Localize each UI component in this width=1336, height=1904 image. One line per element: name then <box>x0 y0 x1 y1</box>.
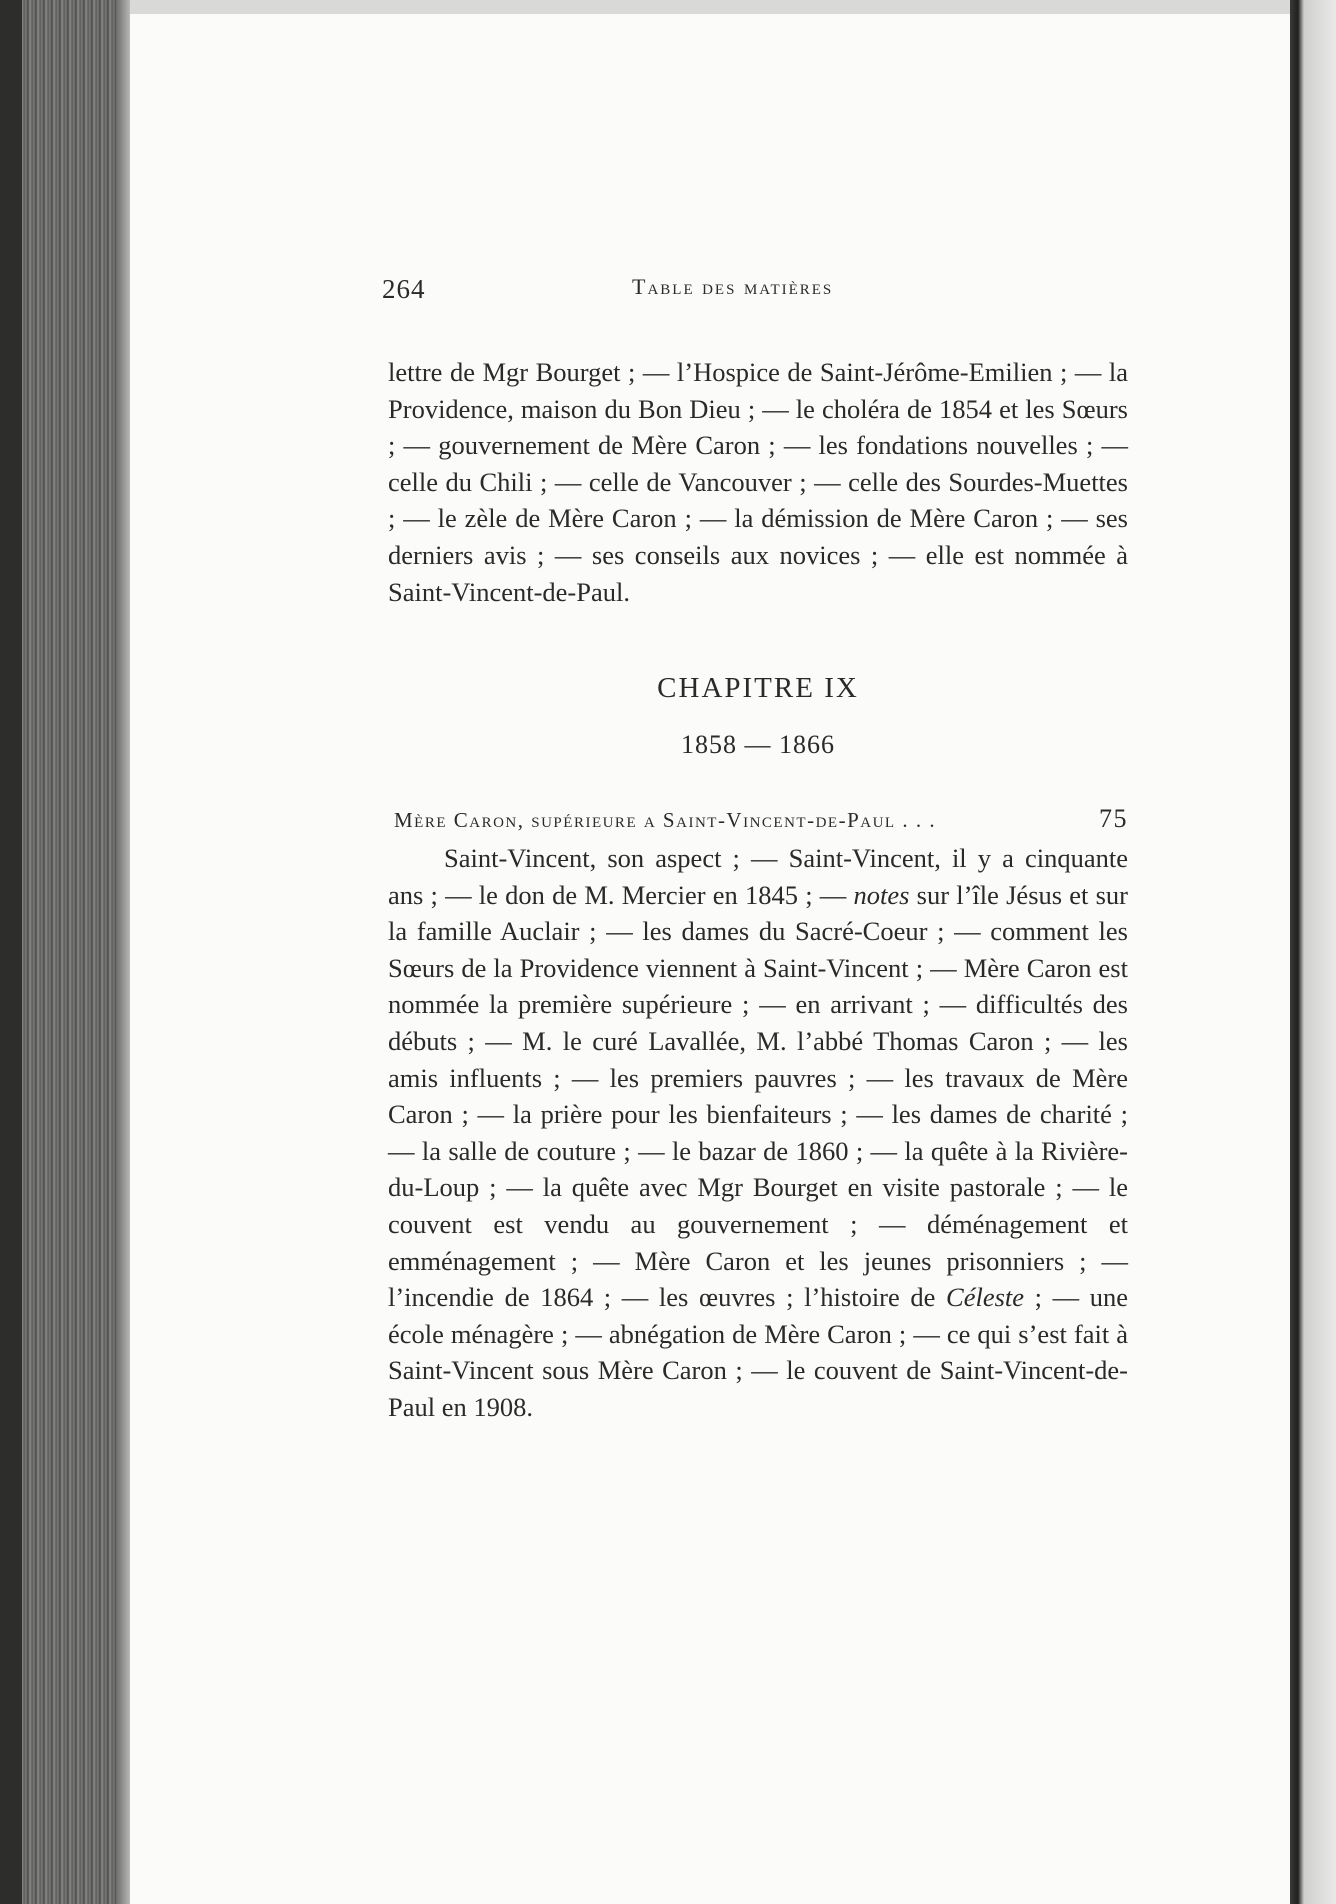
chapter-summary-paragraph <box>388 840 1128 1426</box>
toc-entry-page: 75 <box>1099 804 1128 833</box>
book-cover-edge <box>0 0 22 1904</box>
running-title: Table des matières <box>632 274 834 299</box>
running-head <box>382 274 922 308</box>
page-number: 264 <box>382 274 426 304</box>
facing-page-gutter <box>1290 0 1336 1904</box>
summary-text-part2: sur l’île Jésus et sur la famille Auclair ; — les dames du Sacré-Coeur ; — comment les Sœurs de la Providence viennent à Saint-Vincent ; — Mère Caron est nommée la première supérieure ; — en arrivant ; — difficultés des débuts ; — M. le curé Lavallée, M. l’abbé Thomas Caron ; — les amis influents ; — les premiers pauvres ; — les travaux de Mère Caron ; — la prière pour les bienfaiteurs ; — les dames de charité ; — la salle de couture ; — le bazar de 1860 ; — la quête à la Rivière-du-Loup ; — la quête avec Mgr Bourget en visite pastorale ; — le couvent est vendu au gouvernement ; — déménagement et emménagement ; — Mère Caron et les jeunes prisonniers ; — l’incendie de 1864 ; — les œuvres ; l’histoire de <box>388 879 1129 1313</box>
toc-entry-title: Mère Caron, supérieure a Saint-Vincent-de-Paul . . . <box>394 808 937 832</box>
summary-italic-notes: notes <box>853 879 910 910</box>
summary-text-part3: ; — une école ménagère ; — abnégation de Mère Caron ; — ce qui s’est fait à Saint-Vincent sous Mère Caron ; — le couvent de Saint-Vincent-de-Paul en 1908. <box>388 1282 1128 1422</box>
toc-entry <box>394 804 1128 838</box>
intro-paragraph: lettre de Mgr Bourget ; — l’Hospice de Saint-Jérôme-Emilien ; — la Providence, maison du Bon Dieu ; — le choléra de 1854 et les Sœurs ; — gouvernement de Mère Caron ; — les fondations nouvelles ; — celle du Chili ; — celle de Vancouver ; — celle des Sourdes-Muettes ; — le zèle de Mère Caron ; — la démission de Mère Caron ; — ses derniers avis ; — ses conseils aux novices ; — elle est nommée à Saint-Vincent-de-Paul. <box>388 357 1128 607</box>
chapter-dates: 1858 — 1866 <box>681 730 835 759</box>
chapter-title: CHAPITRE IX <box>657 672 859 704</box>
book-page-stack <box>0 0 130 1904</box>
summary-italic-celeste: Céleste <box>946 1282 1025 1313</box>
summary-text-part1: Saint-Vincent, son aspect ; — Saint-Vincent, il y a cinquante ans ; — le don de M. Mercier en 1845 ; — <box>388 843 1128 910</box>
